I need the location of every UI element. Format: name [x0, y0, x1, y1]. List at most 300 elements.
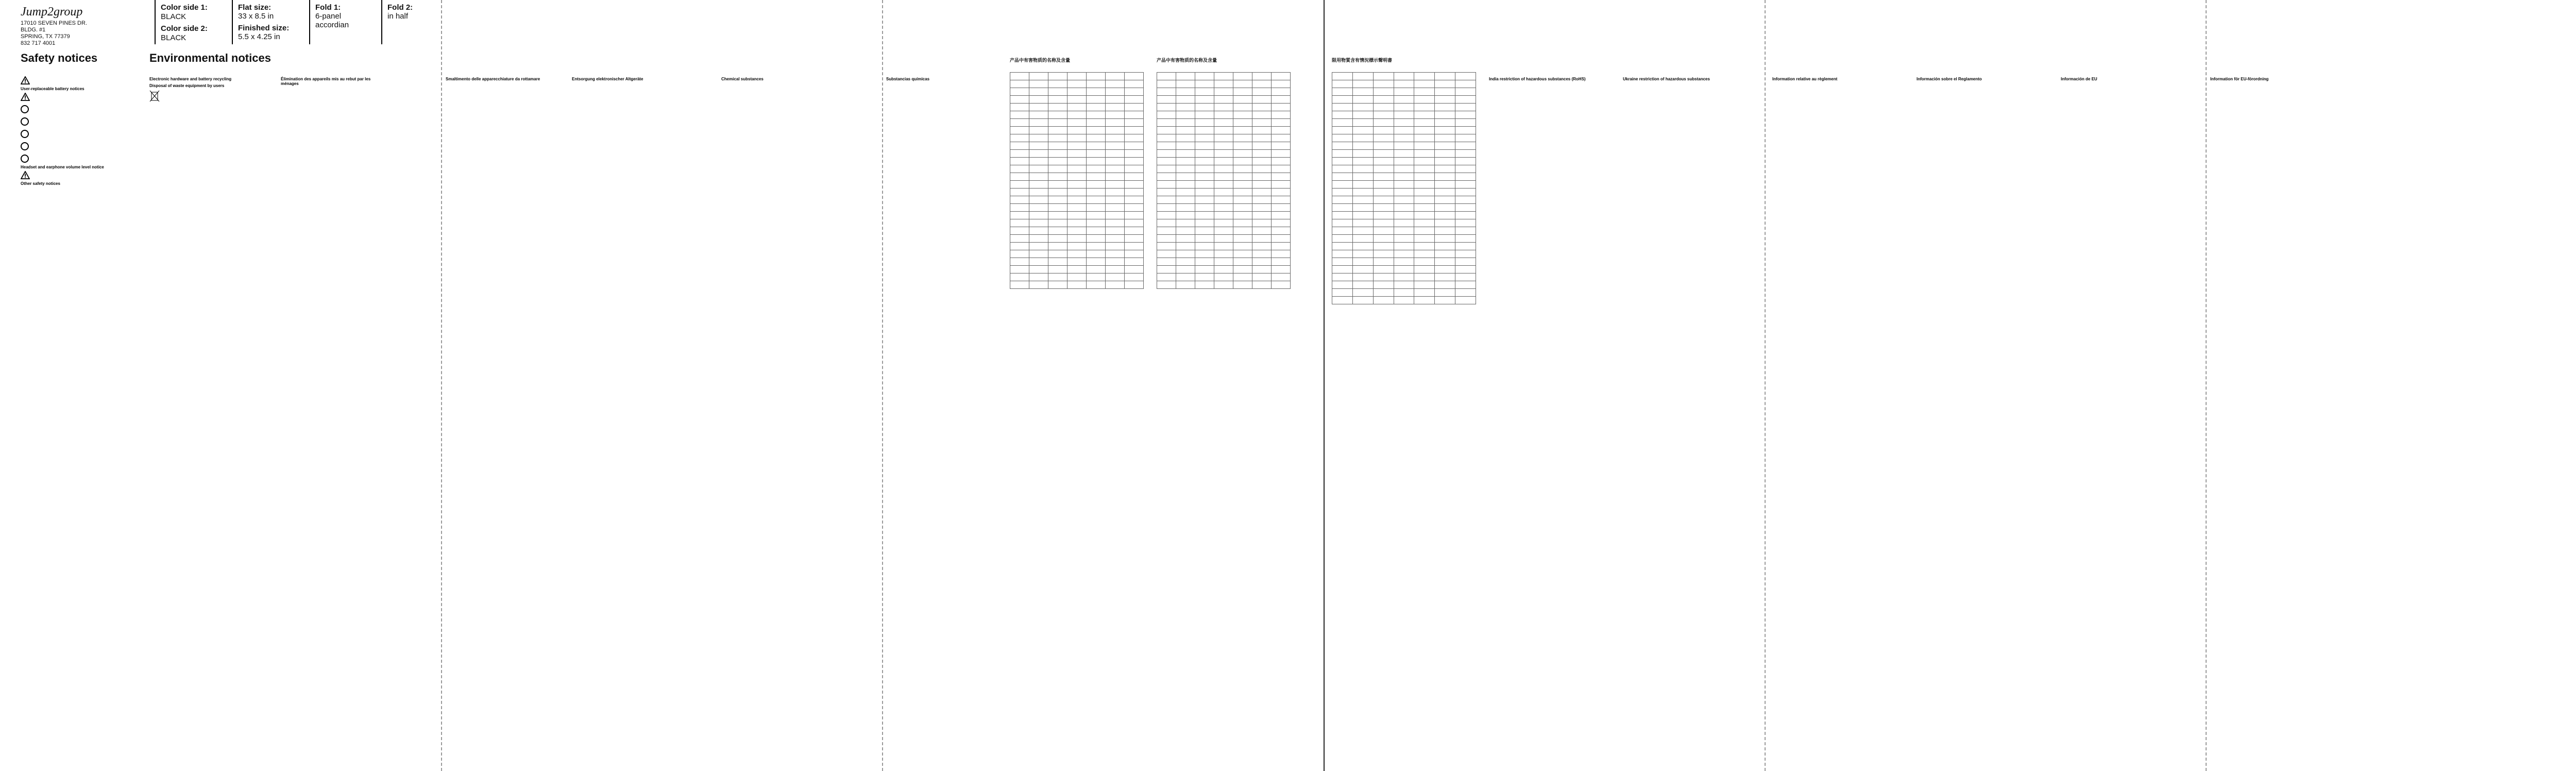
table-cell — [1272, 158, 1291, 165]
table-cell — [1394, 119, 1414, 127]
table-cell — [1157, 243, 1176, 250]
table-cell — [1233, 142, 1252, 150]
table-cell — [1125, 281, 1144, 289]
table-cell — [1394, 80, 1414, 88]
table-cell — [1435, 196, 1455, 204]
table-cell — [1010, 189, 1029, 196]
table-cell — [1252, 111, 1272, 119]
table-row — [1157, 243, 1291, 250]
table-row — [1332, 134, 1476, 142]
table-cell — [1414, 212, 1435, 219]
table-cell — [1352, 134, 1373, 142]
table-cell — [1455, 196, 1476, 204]
table-cell — [1373, 196, 1394, 204]
table-row — [1010, 88, 1144, 96]
table-cell — [1067, 181, 1087, 189]
table-cell — [1067, 73, 1087, 80]
table-cell — [1352, 227, 1373, 235]
table-cell — [1352, 235, 1373, 243]
table-cell — [1029, 88, 1048, 96]
right-column-5 — [2061, 75, 2169, 761]
table-cell — [1176, 88, 1195, 96]
table-cell — [1176, 142, 1195, 150]
table-cell — [1214, 273, 1233, 281]
table-cell — [1087, 243, 1106, 250]
table-cell — [1106, 204, 1125, 212]
table-cell — [1272, 96, 1291, 104]
table-row — [1157, 266, 1291, 273]
table-row — [1157, 134, 1291, 142]
table-cell — [1214, 134, 1233, 142]
fold-guide — [882, 0, 883, 771]
safety-notices-title: Safety notices — [21, 52, 98, 64]
table-cell — [1214, 204, 1233, 212]
table-cell — [1029, 158, 1048, 165]
finished-size-value: 5.5 x 4.25 in — [238, 32, 280, 41]
table-cell — [1067, 165, 1087, 173]
table-cell — [1125, 88, 1144, 96]
table-cell — [1195, 181, 1214, 189]
table-cell — [1373, 266, 1394, 273]
table-cell — [1176, 212, 1195, 219]
table-cell — [1106, 212, 1125, 219]
env-column-2 — [281, 75, 389, 761]
fold-1-label: Fold 1: — [315, 3, 341, 12]
table-cell — [1010, 235, 1029, 243]
table-cell — [1332, 281, 1353, 289]
table-cell — [1332, 173, 1353, 181]
table-cell — [1067, 189, 1087, 196]
table-cell — [1272, 127, 1291, 134]
table-cell — [1125, 165, 1144, 173]
table-cell — [1157, 134, 1176, 142]
table-cell — [1010, 111, 1029, 119]
table-cell — [1214, 266, 1233, 273]
table-cell — [1394, 88, 1414, 96]
table-cell — [1455, 119, 1476, 127]
table-cell — [1373, 289, 1394, 297]
table-cell — [1214, 243, 1233, 250]
table-cell — [1414, 134, 1435, 142]
table-cell — [1373, 243, 1394, 250]
table-cell — [1435, 289, 1455, 297]
table-cell — [1010, 204, 1029, 212]
table-row — [1332, 266, 1476, 273]
table-cell — [1195, 134, 1214, 142]
table-cell — [1195, 212, 1214, 219]
table-cell — [1087, 88, 1106, 96]
table-cell — [1373, 119, 1394, 127]
table-cell — [1214, 111, 1233, 119]
table-cell — [1125, 204, 1144, 212]
table-cell — [1048, 119, 1067, 127]
china-rohs-table-1 — [1010, 72, 1144, 289]
table-cell — [1048, 243, 1067, 250]
table-cell — [1233, 273, 1252, 281]
table-row — [1010, 266, 1144, 273]
china-rohs-table-1-title: 产品中有害物质的名称及含量 — [1010, 58, 1071, 63]
table-cell — [1455, 173, 1476, 181]
table-cell — [1106, 111, 1125, 119]
table-row — [1157, 88, 1291, 96]
table-cell — [1157, 258, 1176, 266]
table-row — [1010, 219, 1144, 227]
table-cell — [1087, 96, 1106, 104]
table-cell — [1087, 196, 1106, 204]
table-cell — [1087, 111, 1106, 119]
table-cell — [1272, 119, 1291, 127]
table-cell — [1106, 258, 1125, 266]
env-col5-heading: Chemical substances — [721, 77, 764, 81]
table-row — [1157, 273, 1291, 281]
table-cell — [1029, 219, 1048, 227]
table-cell — [1010, 266, 1029, 273]
table-cell — [1048, 80, 1067, 88]
table-cell — [1029, 165, 1048, 173]
table-cell — [1176, 235, 1195, 243]
table-cell — [1157, 96, 1176, 104]
table-cell — [1435, 142, 1455, 150]
table-cell — [1067, 250, 1087, 258]
table-cell — [1176, 158, 1195, 165]
right-column-6 — [2210, 75, 2318, 761]
table-cell — [1414, 204, 1435, 212]
table-cell — [1087, 158, 1106, 165]
table-row — [1157, 258, 1291, 266]
warning-icon — [21, 171, 30, 179]
table-cell — [1195, 150, 1214, 158]
table-cell — [1067, 88, 1087, 96]
table-row — [1157, 165, 1291, 173]
table-cell — [1455, 297, 1476, 304]
table-cell — [1272, 273, 1291, 281]
table-cell — [1373, 134, 1394, 142]
table-cell — [1087, 134, 1106, 142]
table-cell — [1214, 235, 1233, 243]
table-cell — [1233, 80, 1252, 88]
table-row — [1332, 88, 1476, 96]
table-cell — [1029, 250, 1048, 258]
table-cell — [1352, 80, 1373, 88]
table-cell — [1048, 250, 1067, 258]
table-cell — [1157, 227, 1176, 235]
fold-1-value: 6-panel accordian — [315, 12, 349, 29]
table-cell — [1029, 119, 1048, 127]
table-row — [1010, 212, 1144, 219]
china-rohs-table-2-title: 产品中有害物质的名称及含量 — [1157, 58, 1217, 63]
table-cell — [1106, 266, 1125, 273]
table-cell — [1233, 119, 1252, 127]
table-cell — [1455, 189, 1476, 196]
table-cell — [1332, 297, 1353, 304]
table-cell — [1157, 111, 1176, 119]
table-cell — [1373, 142, 1394, 150]
table-cell — [1394, 273, 1414, 281]
table-cell — [1373, 273, 1394, 281]
table-cell — [1106, 158, 1125, 165]
table-cell — [1373, 165, 1394, 173]
table-cell — [1125, 189, 1144, 196]
table-cell — [1195, 189, 1214, 196]
table-row — [1332, 235, 1476, 243]
table-cell — [1106, 235, 1125, 243]
table-row — [1010, 204, 1144, 212]
table-cell — [1157, 250, 1176, 258]
table-cell — [1157, 173, 1176, 181]
table-cell — [1010, 127, 1029, 134]
table-cell — [1029, 189, 1048, 196]
table-cell — [1029, 127, 1048, 134]
table-cell — [1048, 158, 1067, 165]
table-cell — [1048, 181, 1067, 189]
table-cell — [1087, 212, 1106, 219]
table-cell — [1352, 181, 1373, 189]
table-cell — [1195, 73, 1214, 80]
table-cell — [1125, 150, 1144, 158]
table-cell — [1233, 111, 1252, 119]
table-cell — [1157, 212, 1176, 219]
table-cell — [1373, 96, 1394, 104]
table-cell — [1067, 235, 1087, 243]
table-row — [1157, 158, 1291, 165]
table-cell — [1455, 150, 1476, 158]
table-cell — [1332, 189, 1353, 196]
table-cell — [1087, 119, 1106, 127]
table-cell — [1394, 258, 1414, 266]
table-cell — [1106, 134, 1125, 142]
table-cell — [1373, 173, 1394, 181]
table-cell — [1176, 181, 1195, 189]
ukraine-rohs-heading: Ukraine restriction of hazardous substances — [1623, 77, 1710, 81]
table-cell — [1252, 227, 1272, 235]
table-cell — [1195, 142, 1214, 150]
table-cell — [1252, 266, 1272, 273]
table-cell — [1394, 150, 1414, 158]
table-cell — [1332, 258, 1353, 266]
table-cell — [1176, 266, 1195, 273]
table-cell — [1029, 243, 1048, 250]
fold-guide — [2206, 0, 2207, 771]
table-cell — [1414, 88, 1435, 96]
table-cell — [1214, 227, 1233, 235]
table-cell — [1029, 235, 1048, 243]
table-cell — [1087, 219, 1106, 227]
env-col6-heading: Substancias químicas — [886, 77, 930, 81]
circle-bullet — [21, 105, 129, 113]
table-cell — [1195, 266, 1214, 273]
table-cell — [1029, 134, 1048, 142]
table-cell — [1373, 258, 1394, 266]
env-column-1 — [149, 75, 258, 761]
print-spec-header — [0, 0, 2576, 45]
company-logo — [21, 5, 144, 47]
table-cell — [1352, 258, 1373, 266]
table-cell — [1455, 250, 1476, 258]
table-cell — [1157, 189, 1176, 196]
table-cell — [1067, 104, 1087, 111]
table-cell — [1106, 96, 1125, 104]
table-cell — [1176, 73, 1195, 80]
table-cell — [1125, 104, 1144, 111]
table-cell — [1455, 281, 1476, 289]
table-cell — [1106, 181, 1125, 189]
table-cell — [1048, 111, 1067, 119]
table-cell — [1332, 134, 1353, 142]
table-cell — [1195, 158, 1214, 165]
table-cell — [1087, 80, 1106, 88]
table-cell — [1252, 119, 1272, 127]
table-cell — [1332, 127, 1353, 134]
table-cell — [1087, 266, 1106, 273]
table-cell — [1010, 243, 1029, 250]
table-row — [1010, 235, 1144, 243]
table-cell — [1214, 158, 1233, 165]
table-cell — [1233, 88, 1252, 96]
table-cell — [1048, 258, 1067, 266]
table-cell — [1414, 150, 1435, 158]
table-cell — [1373, 212, 1394, 219]
table-cell — [1332, 150, 1353, 158]
circle-bullet — [21, 142, 129, 150]
table-cell — [1067, 150, 1087, 158]
table-row — [1157, 212, 1291, 219]
fold-guide — [441, 0, 442, 771]
fold-guide — [1765, 0, 1766, 771]
table-cell — [1272, 196, 1291, 204]
battery-notice-heading: User-replaceable battery notices — [21, 87, 84, 91]
table-row — [1157, 250, 1291, 258]
table-cell — [1252, 189, 1272, 196]
table-cell — [1414, 142, 1435, 150]
table-cell — [1106, 165, 1125, 173]
table-cell — [1010, 73, 1029, 80]
table-cell — [1048, 88, 1067, 96]
table-cell — [1414, 127, 1435, 134]
table-cell — [1067, 273, 1087, 281]
table-cell — [1233, 196, 1252, 204]
table-cell — [1157, 88, 1176, 96]
table-cell — [1352, 150, 1373, 158]
table-cell — [1435, 250, 1455, 258]
recycling-heading: Electronic hardware and battery recycling — [149, 77, 232, 81]
table-cell — [1435, 119, 1455, 127]
table-cell — [1233, 243, 1252, 250]
table-cell — [1029, 181, 1048, 189]
table-row — [1332, 281, 1476, 289]
right-column-1 — [1489, 75, 1597, 761]
table-cell — [1435, 134, 1455, 142]
table-cell — [1214, 281, 1233, 289]
headset-volume-heading: Headset and earphone volume level notice — [21, 165, 104, 169]
table-cell — [1332, 196, 1353, 204]
table-cell — [1010, 88, 1029, 96]
table-cell — [1029, 111, 1048, 119]
table-cell — [1252, 258, 1272, 266]
table-cell — [1252, 204, 1272, 212]
table-cell — [1435, 212, 1455, 219]
table-cell — [1029, 266, 1048, 273]
table-cell — [1176, 204, 1195, 212]
table-cell — [1010, 196, 1029, 204]
table-cell — [1125, 227, 1144, 235]
table-cell — [1252, 173, 1272, 181]
table-cell — [1106, 189, 1125, 196]
table-cell — [1435, 165, 1455, 173]
table-row — [1332, 165, 1476, 173]
table-row — [1010, 173, 1144, 181]
table-cell — [1394, 189, 1414, 196]
table-row — [1332, 297, 1476, 304]
table-cell — [1067, 127, 1087, 134]
table-cell — [1214, 119, 1233, 127]
table-row — [1010, 181, 1144, 189]
warning-block — [21, 76, 129, 84]
table-cell — [1414, 111, 1435, 119]
table-cell — [1352, 73, 1373, 80]
table-cell — [1373, 189, 1394, 196]
table-cell — [1272, 243, 1291, 250]
table-cell — [1332, 212, 1353, 219]
table-cell — [1272, 150, 1291, 158]
table-cell — [1332, 88, 1353, 96]
table-cell — [1233, 250, 1252, 258]
table-cell — [1414, 181, 1435, 189]
table-row — [1157, 204, 1291, 212]
table-cell — [1010, 281, 1029, 289]
table-cell — [1010, 158, 1029, 165]
table-cell — [1067, 204, 1087, 212]
table-cell — [1067, 212, 1087, 219]
table-cell — [1414, 250, 1435, 258]
table-cell — [1373, 158, 1394, 165]
table-cell — [1252, 88, 1272, 96]
table-cell — [1332, 227, 1353, 235]
table-cell — [1373, 150, 1394, 158]
india-rohs-heading: India restriction of hazardous substances (RoHS) — [1489, 77, 1586, 81]
table-cell — [1087, 73, 1106, 80]
table-cell — [1455, 219, 1476, 227]
table-cell — [1048, 212, 1067, 219]
color-side-2-value: BLACK — [161, 33, 187, 42]
table-cell — [1272, 73, 1291, 80]
table-cell — [1176, 273, 1195, 281]
table-cell — [1176, 173, 1195, 181]
right-column-3 — [1772, 75, 1880, 761]
table-cell — [1087, 181, 1106, 189]
table-cell — [1455, 88, 1476, 96]
table-cell — [1010, 219, 1029, 227]
table-row — [1157, 119, 1291, 127]
table-cell — [1010, 104, 1029, 111]
table-cell — [1176, 96, 1195, 104]
right-col5-heading: Información de EU — [2061, 77, 2097, 81]
table-cell — [1394, 204, 1414, 212]
table-cell — [1233, 173, 1252, 181]
table-cell — [1067, 134, 1087, 142]
table-cell — [1010, 273, 1029, 281]
table-cell — [1087, 142, 1106, 150]
table-cell — [1176, 281, 1195, 289]
table-cell — [1010, 165, 1029, 173]
table-cell — [1195, 273, 1214, 281]
table-cell — [1332, 289, 1353, 297]
environmental-notices-title: Environmental notices — [149, 52, 271, 64]
table-cell — [1029, 258, 1048, 266]
table-cell — [1176, 189, 1195, 196]
table-cell — [1106, 273, 1125, 281]
finished-size-label: Finished size: — [238, 24, 290, 32]
table-cell — [1373, 111, 1394, 119]
